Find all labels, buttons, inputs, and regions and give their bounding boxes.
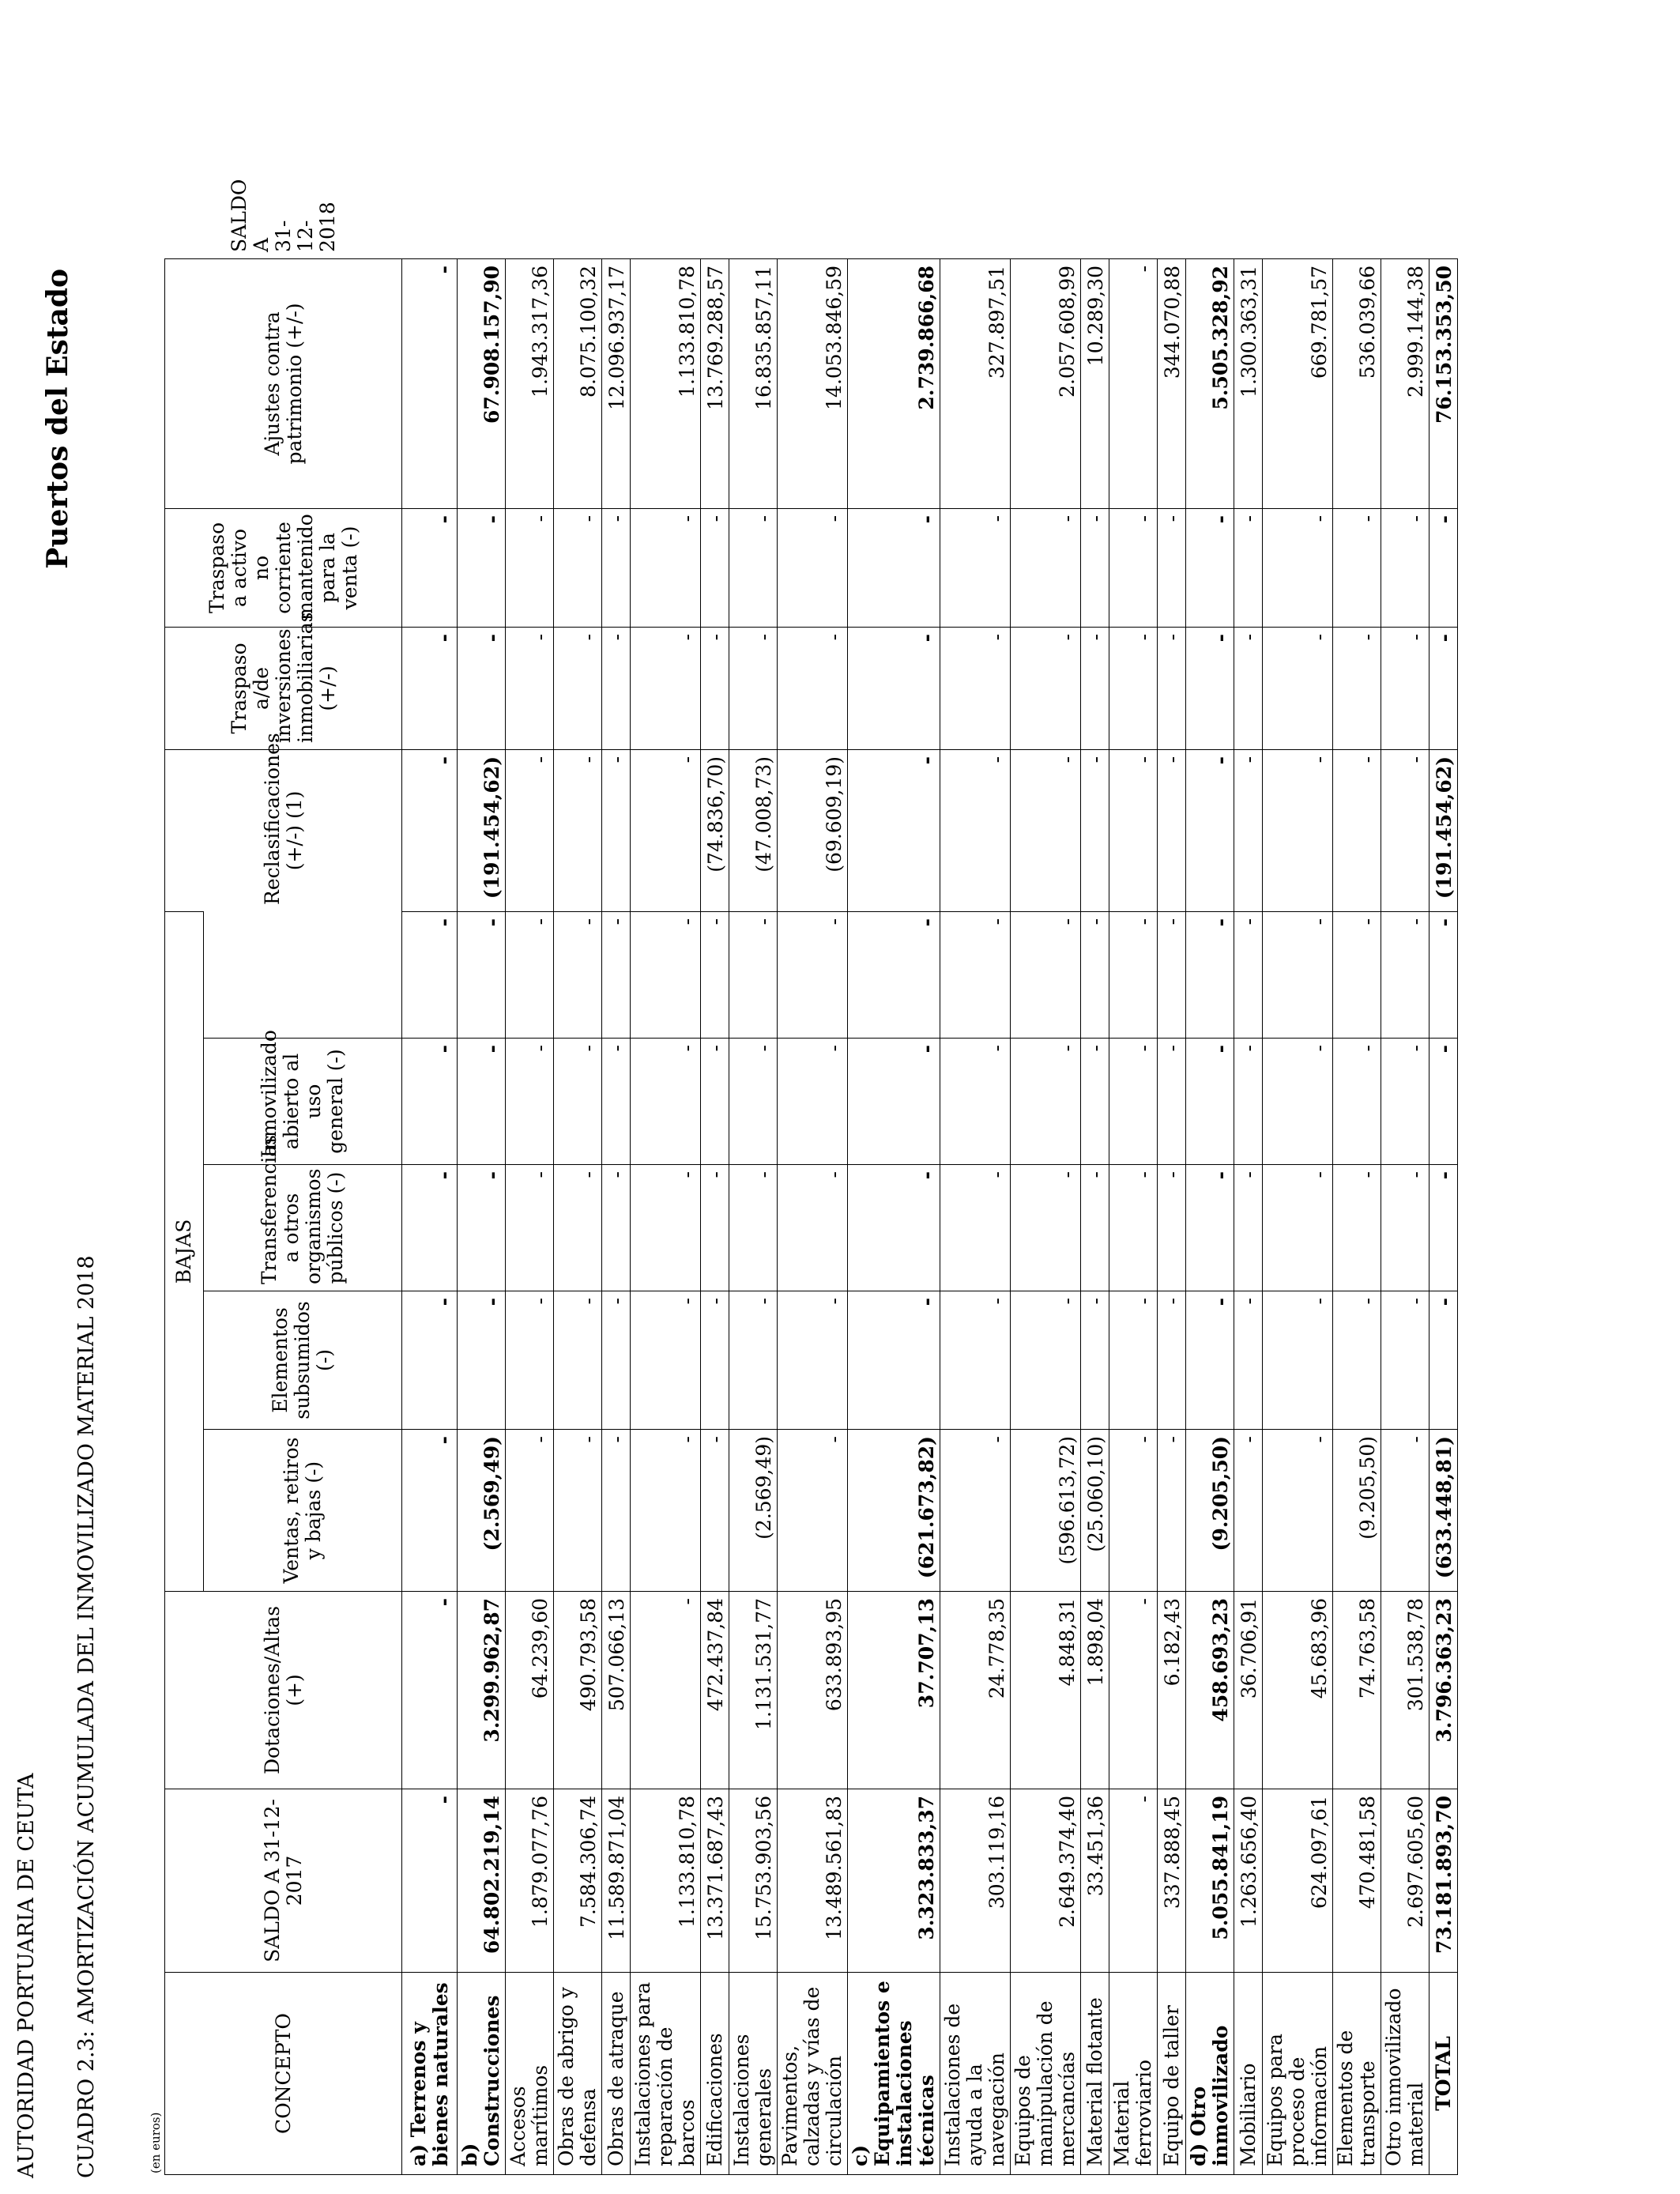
cell-e: - (778, 1291, 848, 1430)
cell-v: - (940, 1430, 1011, 1592)
cell-a: - (1158, 627, 1186, 749)
cell-v: - (1381, 1430, 1430, 1592)
cell-s0: 624.097,61 (1263, 1789, 1333, 1973)
cell-t: - (848, 1165, 940, 1291)
cell-d: 24.778,35 (940, 1592, 1011, 1789)
cell-d: 472.437,84 (701, 1592, 729, 1789)
cell-r: - (1263, 911, 1333, 1038)
cell-r: - (458, 911, 506, 1038)
cell-i: - (848, 749, 940, 911)
cell-s1: 12.096.937,17 (602, 258, 631, 508)
cell-e: - (1158, 1291, 1186, 1430)
cell-t: - (1333, 1165, 1381, 1291)
cell-s0: 470.481,58 (1333, 1789, 1381, 1973)
cell-u: - (778, 1039, 848, 1165)
cell-u: - (1186, 1039, 1234, 1165)
cell-i: (47.008,73) (729, 749, 778, 911)
cell-s0: 1.263.656,40 (1234, 1789, 1263, 1973)
cell-r: - (1011, 911, 1081, 1038)
cell-a: - (1263, 627, 1333, 749)
table-row (1263, 258, 1333, 2174)
table-row (402, 258, 458, 2174)
row-concept: Obras de abrigo y defensa (554, 1973, 602, 2175)
col-header-inversiones-inmobiliarias: Traspaso a/de inversiones inmobiliarias (+/-) (165, 627, 402, 749)
cell-i: (191.454,62) (458, 749, 506, 911)
cell-a: - (1109, 627, 1158, 749)
cell-e: - (631, 1291, 701, 1430)
cell-d: 6.182,43 (1158, 1592, 1186, 1789)
cell-e: - (554, 1291, 602, 1430)
cell-u: - (1381, 1039, 1430, 1165)
cell-v: (596.613,72) (1011, 1430, 1081, 1592)
cell-u: - (701, 1039, 729, 1165)
table-title: CUADRO 2.3: AMORTIZACIÓN ACUMULADA DEL INMOVILIZADO MATERIAL 2018 (74, 1255, 99, 2178)
cell-t: - (940, 1165, 1011, 1291)
cell-d: 45.683,96 (1263, 1592, 1333, 1789)
col-header-concepto: CONCEPTO (165, 1973, 402, 2175)
cell-s0: 2.649.374,40 (1011, 1789, 1081, 1973)
cell-e: - (1333, 1291, 1381, 1430)
cell-a: - (458, 627, 506, 749)
cell-e: - (602, 1291, 631, 1430)
cell-t: - (631, 1165, 701, 1291)
cell-s1: 669.781,57 (1263, 258, 1333, 508)
cell-a: - (402, 627, 458, 749)
col-header-reclasificaciones: Reclasificaciones (+/-) (1) (165, 749, 402, 911)
cell-t: - (778, 1165, 848, 1291)
cell-e: - (1011, 1291, 1081, 1430)
cell-e: - (1109, 1291, 1158, 1430)
cell-u: - (1430, 1039, 1458, 1165)
cell-t: - (1109, 1165, 1158, 1291)
table-row (506, 258, 554, 2174)
table-row (1081, 258, 1109, 2174)
cell-u: - (1263, 1039, 1333, 1165)
cell-a: - (554, 627, 602, 749)
cell-s1: - (1109, 258, 1158, 508)
table-row (1333, 258, 1381, 2174)
cell-t: - (1430, 1165, 1458, 1291)
cell-r: - (729, 911, 778, 1038)
col-header-activo-no-corriente: Traspaso a activo no corriente mantenido para la venta (-) (165, 508, 402, 627)
cell-i: (191.454,62) (1430, 749, 1458, 911)
row-concept: Pavimentos, calzadas y vías de circulación (778, 1973, 848, 2175)
table-row (1158, 258, 1186, 2174)
table-row (1109, 258, 1158, 2174)
row-concept: Equipos para proceso de información (1263, 1973, 1333, 2175)
cell-t: - (701, 1165, 729, 1291)
cell-i: - (1109, 749, 1158, 911)
cell-j: - (701, 508, 729, 627)
cell-j: - (1011, 508, 1081, 627)
cell-t: - (1186, 1165, 1234, 1291)
cell-e: - (1263, 1291, 1333, 1430)
cell-s0: 73.181.893,70 (1430, 1789, 1458, 1973)
cell-s0: 2.697.605,60 (1381, 1789, 1430, 1973)
table-row (1381, 258, 1430, 2174)
cell-t: - (729, 1165, 778, 1291)
cell-r: - (701, 911, 729, 1038)
cell-v: (2.569,49) (729, 1430, 778, 1592)
authority-name: AUTORIDAD PORTUARIA DE CEUTA (14, 1773, 39, 2178)
col-header-saldo-2017: SALDO A 31-12-2017 (165, 1789, 402, 1973)
cell-s1: 8.075.100,32 (554, 258, 602, 508)
cell-s0: 13.371.687,43 (701, 1789, 729, 1973)
cell-t: - (554, 1165, 602, 1291)
row-concept: Instalaciones generales (729, 1973, 778, 2175)
cell-t: - (506, 1165, 554, 1291)
col-header-subsumidos: Elementos subsumidos (-) (204, 1291, 402, 1430)
cell-s0: - (1109, 1789, 1158, 1973)
cell-j: - (1186, 508, 1234, 627)
cell-i: - (1263, 749, 1333, 911)
cell-s0: 1.879.077,76 (506, 1789, 554, 1973)
cell-s1: 2.739.866,68 (848, 258, 940, 508)
col-header-bajas-group: BAJAS (165, 911, 204, 1591)
cell-s1: 1.133.810,78 (631, 258, 701, 508)
cell-a: - (1081, 627, 1109, 749)
cell-i: (74.836,70) (701, 749, 729, 911)
cell-s0: 33.451,36 (1081, 1789, 1109, 1973)
cell-e: - (402, 1291, 458, 1430)
cell-a: - (729, 627, 778, 749)
cell-v: - (1234, 1430, 1263, 1592)
cell-r: - (631, 911, 701, 1038)
cell-a: - (1234, 627, 1263, 749)
cell-u: - (602, 1039, 631, 1165)
cell-d: 74.763,58 (1333, 1592, 1381, 1789)
cell-j: - (506, 508, 554, 627)
row-concept: Equipos de manipulación de mercancías (1011, 1973, 1081, 2175)
cell-u: - (402, 1039, 458, 1165)
col-header-ajustes: Ajustes contra patrimonio (+/-) (165, 258, 402, 508)
cell-e: - (1234, 1291, 1263, 1430)
cell-j: - (554, 508, 602, 627)
cell-j: - (1081, 508, 1109, 627)
cell-a: - (778, 627, 848, 749)
row-concept: TOTAL (1430, 1973, 1458, 2175)
table-row (848, 258, 940, 2174)
row-concept: d) Otro inmovilizado (1186, 1973, 1234, 2175)
row-concept: Equipo de taller (1158, 1973, 1186, 2175)
cell-a: - (1430, 627, 1458, 749)
cell-j: - (1381, 508, 1430, 627)
cell-u: - (1158, 1039, 1186, 1165)
cell-t: - (402, 1165, 458, 1291)
cell-r: - (1081, 911, 1109, 1038)
cell-a: - (701, 627, 729, 749)
cell-d: 4.848,31 (1011, 1592, 1081, 1789)
row-concept: Instalaciones para reparación de barcos (631, 1973, 701, 2175)
cell-a: - (1186, 627, 1234, 749)
cell-s1: - (402, 258, 458, 508)
cell-t: - (1011, 1165, 1081, 1291)
cell-s0: 5.055.841,19 (1186, 1789, 1234, 1973)
cell-j: - (1263, 508, 1333, 627)
col-header-transferencias: Transferencias a otros organismos públicos (-) (204, 1165, 402, 1291)
cell-r: - (848, 911, 940, 1038)
cell-s0: 337.888,45 (1158, 1789, 1186, 1973)
cell-a: - (940, 627, 1011, 749)
cell-s1: 14.053.846,59 (778, 258, 848, 508)
cell-v: - (778, 1430, 848, 1592)
table-row (458, 258, 506, 2174)
cell-i: - (1011, 749, 1081, 911)
cell-i: (69.609,19) (778, 749, 848, 911)
cell-v: - (701, 1430, 729, 1592)
cell-j: - (1158, 508, 1186, 627)
cell-j: - (602, 508, 631, 627)
cell-t: - (1081, 1165, 1109, 1291)
row-concept: Accesos marítimos (506, 1973, 554, 2175)
cell-d: 3.299.962,87 (458, 1592, 506, 1789)
cell-d: 490.793,58 (554, 1592, 602, 1789)
cell-u: - (554, 1039, 602, 1165)
cell-u: - (1011, 1039, 1081, 1165)
cell-s0: 1.133.810,78 (631, 1789, 701, 1973)
cell-r: - (1430, 911, 1458, 1038)
cell-v: (621.673,82) (848, 1430, 940, 1592)
cell-s0: 7.584.306,74 (554, 1789, 602, 1973)
cell-s1: 10.289,30 (1081, 258, 1109, 508)
cell-r: - (1158, 911, 1186, 1038)
cell-d: - (1109, 1592, 1158, 1789)
cell-j: - (1109, 508, 1158, 627)
cell-s0: - (402, 1789, 458, 1973)
cell-i: - (631, 749, 701, 911)
cell-a: - (1381, 627, 1430, 749)
cell-s1: 16.835.857,11 (729, 258, 778, 508)
col-header-uso-general: Inmovilizado abierto al uso general (-) (204, 1039, 402, 1165)
row-concept: Material flotante (1081, 1973, 1109, 2175)
cell-s1: 1.300.363,31 (1234, 258, 1263, 508)
cell-d: - (631, 1592, 701, 1789)
cell-i: - (554, 749, 602, 911)
cell-t: - (1158, 1165, 1186, 1291)
cell-s1: 344.070,88 (1158, 258, 1186, 508)
cell-j: - (848, 508, 940, 627)
cell-u: - (631, 1039, 701, 1165)
cell-e: - (1381, 1291, 1430, 1430)
cell-v: - (506, 1430, 554, 1592)
cell-e: - (940, 1291, 1011, 1430)
cell-t: - (1234, 1165, 1263, 1291)
cell-j: - (458, 508, 506, 627)
cell-s1: 1.943.317,36 (506, 258, 554, 508)
cell-r: - (506, 911, 554, 1038)
row-concept: a) Terrenos y bienes naturales (402, 1973, 458, 2175)
row-concept: Obras de atraque (602, 1973, 631, 2175)
table-row (1186, 258, 1234, 2174)
units-note: (en euros) (149, 2112, 163, 2173)
amortization-table: CONCEPTO SALDO A 31-12-2017 Dotaciones/Altas (+) BAJAS Reclasificaciones (+/-) (1) Traspaso a/de inversiones inmobiliarias (+/-) Traspaso a activo no corriente mantenido para la venta (-) Ajustes contra patrimonio (+/-) SALDO A 31-12-2018 Ventas, retiros y bajas (-) Elementos subsumidos (-) Transferencias a otros organismos públicos (-) Inmovilizado abierto al uso general (-) a) Terrenos y bienes naturales - - - - - - - - - - - b) Construcciones 64.802.219,14 3.299.962,87 (2.569,49) - - - - (191.454,62) - - 67.908.157,90 Accesos marítimos 1.879.077,76 64.239,60 - - - - - - - - 1.943.317,36 Obras de abrigo y defensa 7.584.306,74 490.793,58 - - - - - - - - 8.075.100,32 Obras de atraque 11.589.871,04 507.066,13 - - - - - - - - 12.096.937,17 Instalaciones para reparación de barcos 1.133.810,78 - - - - - - - - - 1.133.810,78 Edificaciones 13.371.687,43 472.437,84 - - - - - (74.836,70) - - 13.769.288,57 Instalaciones generales 15.753.903,56 1.131.531,77 (2.569,49) - - - - (47.008,73) - - 16.835.857,11 Pavimentos, calzadas y vías de circulación 13.489.561,83 633.893,95 - - - - - (69.609,19) - - 14.053.846,59 c) Equipamientos e instalaciones técnicas 3.323.833,37 37.707,13 (621.673,82) - - - - - - - 2.739.866,68 Instalaciones de ayuda a la navegación 303.119,16 24.778,35 - - - - - - - - 327.897,51 Equipos de manipulación de mercancías 2.649.374,40 4.848,31 (596.613,72) - - - - - - - 2.057.608,99 Material flotante 33.451,36 1.898,04 (25.060,10) - - - - - - - 10.289,30 Material ferroviario - - - - - - - - - - - Equipo de taller 337.888,45 6.182,43 - - - - - - - - 344.070,88 d) Otro inmovilizado 5.055.841,19 458.693,23 (9.205,50) - - - - - - - 5.505.328,92 Mobiliario 1.263.656,40 36.706,91 - - - - - - - - 1.300.363,31 Equipos para proceso de información 624.097,61 45.683,96 - - - - - - - - 669.781,57 Elementos de transporte 470.481,58 74.763,58 (9.205,50) - - - - - - - 536.039,66 Otro inmovilizado material 2.697.605,60 301.538,78 - - - - - - - - 2.999.144,38 TOTAL 73.181.893,70 3.796.363,23 (633.448,81) - - - - (191.454,62) - - 76.153.353,50 (164, 258, 1458, 2175)
table-row (940, 258, 1011, 2174)
cell-u: - (1081, 1039, 1109, 1165)
cell-u: - (1234, 1039, 1263, 1165)
table-row (1234, 258, 1263, 2174)
cell-v: - (631, 1430, 701, 1592)
row-concept: Edificaciones (701, 1973, 729, 2175)
cell-s1: 67.908.157,90 (458, 258, 506, 508)
cell-e: - (848, 1291, 940, 1430)
cell-s1: 2.999.144,38 (1381, 258, 1430, 508)
cell-d: 1.898,04 (1081, 1592, 1109, 1789)
cell-r: - (602, 911, 631, 1038)
cell-u: - (940, 1039, 1011, 1165)
cell-d: 36.706,91 (1234, 1592, 1263, 1789)
cell-a: - (602, 627, 631, 749)
cell-s1: 327.897,51 (940, 258, 1011, 508)
cell-e: - (458, 1291, 506, 1430)
cell-d: 458.693,23 (1186, 1592, 1234, 1789)
cell-j: - (729, 508, 778, 627)
table-row (631, 258, 701, 2174)
col-header-dotaciones: Dotaciones/Altas (+) (165, 1592, 402, 1789)
row-concept: Otro inmovilizado material (1381, 1973, 1430, 2175)
cell-v: - (1109, 1430, 1158, 1592)
cell-u: - (1333, 1039, 1381, 1165)
cell-r: - (554, 911, 602, 1038)
cell-t: - (1381, 1165, 1430, 1291)
cell-v: (633.448,81) (1430, 1430, 1458, 1592)
row-concept: Instalaciones de ayuda a la navegación (940, 1973, 1011, 2175)
cell-j: - (940, 508, 1011, 627)
cell-i: - (1081, 749, 1109, 911)
row-concept: Elementos de transporte (1333, 1973, 1381, 2175)
cell-r: - (1381, 911, 1430, 1038)
publisher-title: Puertos del Estado (41, 269, 74, 569)
cell-a: - (506, 627, 554, 749)
cell-v: (25.060,10) (1081, 1430, 1109, 1592)
cell-j: - (1234, 508, 1263, 627)
cell-s1: 2.057.608,99 (1011, 258, 1081, 508)
cell-v: - (602, 1430, 631, 1592)
table-row (554, 258, 602, 2174)
total-row (1430, 258, 1458, 2174)
cell-s0: 15.753.903,56 (729, 1789, 778, 1973)
cell-e: - (1081, 1291, 1109, 1430)
cell-t: - (458, 1165, 506, 1291)
cell-e: - (506, 1291, 554, 1430)
cell-v: (9.205,50) (1333, 1430, 1381, 1592)
cell-d: 3.796.363,23 (1430, 1592, 1458, 1789)
cell-r: - (1109, 911, 1158, 1038)
table-row (778, 258, 848, 2174)
table-row (701, 258, 729, 2174)
cell-r: - (1186, 911, 1234, 1038)
cell-v: - (554, 1430, 602, 1592)
cell-a: - (631, 627, 701, 749)
cell-j: - (402, 508, 458, 627)
cell-r: - (940, 911, 1011, 1038)
cell-e: - (729, 1291, 778, 1430)
cell-s0: 3.323.833,37 (848, 1789, 940, 1973)
cell-s1: 13.769.288,57 (701, 258, 729, 508)
cell-i: - (402, 749, 458, 911)
table-row (602, 258, 631, 2174)
col-header-ventas: Ventas, retiros y bajas (-) (204, 1430, 402, 1592)
cell-i: - (1158, 749, 1186, 911)
cell-u: - (848, 1039, 940, 1165)
cell-i: - (506, 749, 554, 911)
cell-s1: 536.039,66 (1333, 258, 1381, 508)
cell-s0: 64.802.219,14 (458, 1789, 506, 1973)
cell-u: - (506, 1039, 554, 1165)
cell-j: - (1430, 508, 1458, 627)
cell-j: - (778, 508, 848, 627)
cell-r: - (1234, 911, 1263, 1038)
cell-d: 301.538,78 (1381, 1592, 1430, 1789)
cell-i: - (1381, 749, 1430, 911)
cell-r: - (402, 911, 458, 1038)
cell-v: - (1263, 1430, 1333, 1592)
cell-i: - (1333, 749, 1381, 911)
cell-a: - (848, 627, 940, 749)
table-body (402, 258, 1458, 2174)
row-concept: Material ferroviario (1109, 1973, 1158, 2175)
row-concept: c) Equipamientos e instalaciones técnicas (848, 1973, 940, 2175)
cell-v: - (402, 1430, 458, 1592)
cell-j: - (631, 508, 701, 627)
cell-s0: 11.589.871,04 (602, 1789, 631, 1973)
cell-a: - (1333, 627, 1381, 749)
cell-t: - (602, 1165, 631, 1291)
cell-i: - (602, 749, 631, 911)
cell-d: 633.893,95 (778, 1592, 848, 1789)
cell-r: - (1333, 911, 1381, 1038)
cell-u: - (729, 1039, 778, 1165)
cell-t: - (1263, 1165, 1333, 1291)
cell-d: - (402, 1592, 458, 1789)
cell-s0: 303.119,16 (940, 1789, 1011, 1973)
table-row (729, 258, 778, 2174)
cell-r: - (778, 911, 848, 1038)
cell-u: - (458, 1039, 506, 1165)
cell-v: (2.569,49) (458, 1430, 506, 1592)
cell-d: 64.239,60 (506, 1592, 554, 1789)
row-concept: b) Construcciones (458, 1973, 506, 2175)
row-concept: Mobiliario (1234, 1973, 1263, 2175)
cell-e: - (1186, 1291, 1234, 1430)
table-row (1011, 258, 1081, 2174)
cell-s1: 5.505.328,92 (1186, 258, 1234, 508)
cell-v: - (1158, 1430, 1186, 1592)
cell-v: (9.205,50) (1186, 1430, 1234, 1592)
cell-s0: 13.489.561,83 (778, 1789, 848, 1973)
cell-i: - (940, 749, 1011, 911)
cell-u: - (1109, 1039, 1158, 1165)
cell-d: 507.066,13 (602, 1592, 631, 1789)
cell-e: - (1430, 1291, 1458, 1430)
cell-d: 37.707,13 (848, 1592, 940, 1789)
cell-a: - (1011, 627, 1081, 749)
cell-s1: 76.153.353,50 (1430, 258, 1458, 508)
cell-d: 1.131.531,77 (729, 1592, 778, 1789)
cell-i: - (1186, 749, 1234, 911)
cell-i: - (1234, 749, 1263, 911)
cell-e: - (701, 1291, 729, 1430)
cell-j: - (1333, 508, 1381, 627)
